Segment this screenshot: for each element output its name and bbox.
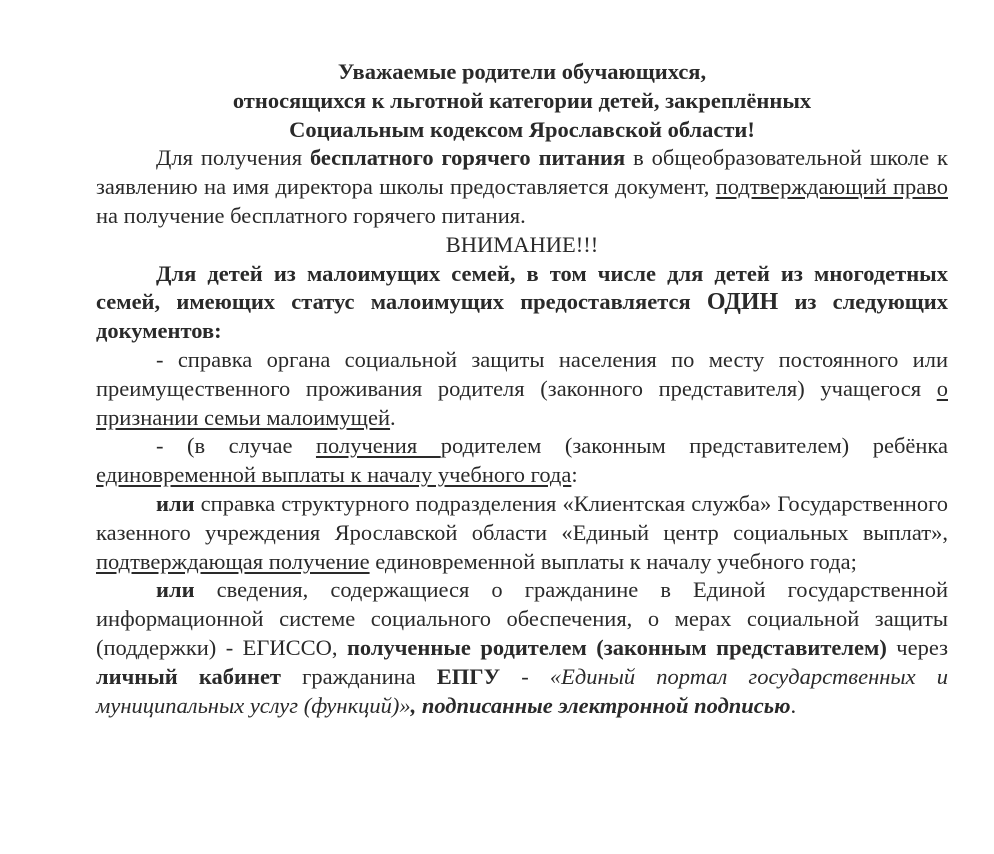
- item2-text-1: - (в случае: [156, 433, 316, 459]
- intro-paragraph: [96, 144, 948, 230]
- title-line-1: Уважаемые родители обучающихся,: [337, 59, 707, 84]
- document-item-3: [96, 490, 948, 576]
- item3-text-1: справка структурного подразделения «Клиентская служба» Государственного казенного учреждения Ярославской области «Единый центр социальных выплат»,: [96, 490, 948, 545]
- item3-text-2: единовременной выплаты к началу учебного года;: [369, 548, 857, 574]
- item4-text-1: сведения, содержащиеся о гражданине в Единой государственной информационной системе социального обеспечения, о мерах социальной защиты (поддержки) - ЕГИССО,: [96, 577, 948, 660]
- item2-text-2: родителем (законным представителем) ребёнка: [440, 433, 948, 459]
- item2-underlined-1: получения: [315, 433, 441, 459]
- item2-underlined-2: единовременной выплаты к началу учебного года: [96, 462, 572, 488]
- intro-text-2: в общеобразовательной школе к заявлению на имя директора школы предоставляется документ,: [96, 145, 948, 200]
- attention-heading: ВНИМАНИЕ!!!: [445, 231, 599, 257]
- item1-text-2: .: [390, 404, 396, 430]
- low-income-paragraph: [96, 260, 948, 346]
- item4-bold-cabinet: личный кабинет: [96, 663, 281, 689]
- low-income-one: ОДИН: [706, 289, 779, 316]
- intro-text-1: Для получения: [156, 145, 310, 171]
- document-item-1: [96, 346, 948, 432]
- item4-bold-epgu: ЕПГУ: [436, 663, 501, 689]
- item4-text-4: -: [500, 663, 550, 689]
- item4-italic-portal: «Единый портал государственных и муниципальных услуг (функций)»: [96, 663, 948, 718]
- intro-underlined-right: подтверждающий право: [715, 174, 948, 200]
- item4-text-5: .: [790, 692, 797, 718]
- item3-or: или: [156, 490, 195, 516]
- item4-text-3: гражданина: [280, 663, 437, 689]
- intro-bold-free-meals: бесплатного горячего питания: [309, 145, 626, 171]
- item3-underlined: подтверждающая получение: [96, 548, 370, 574]
- low-income-text-2: из следующих документов:: [96, 289, 948, 344]
- item1-text-1: - справка органа социальной защиты населения по месту постоянного или преимущественного проживания родителя (законного представителя) учащегося: [96, 346, 948, 401]
- item4-text-2: через: [886, 634, 948, 660]
- item2-text-3: :: [571, 462, 578, 488]
- document-body: [96, 58, 948, 720]
- title-line-3: Социальным кодексом Ярославской области!: [289, 116, 755, 142]
- item4-or: или: [156, 577, 195, 603]
- low-income-text-1: Для детей из малоимущих семей, в том числе для детей из многодетных семей, имеющих статус малоимущих предоставляется: [96, 260, 948, 315]
- document-title: [96, 58, 948, 144]
- document-item-4: [96, 576, 948, 720]
- item4-bold-received: полученные родителем (законным представителем): [346, 634, 887, 660]
- title-line-2: относящихся к льготной категории детей, закреплённых: [232, 87, 812, 113]
- intro-text-3: на получение бесплатного горячего питания.: [96, 202, 526, 228]
- document-item-2: [96, 432, 948, 490]
- item1-underlined: о признании семьи малоимущей: [96, 375, 948, 430]
- item4-bold-italic-signed: , подписанные электронной подписью: [410, 692, 791, 718]
